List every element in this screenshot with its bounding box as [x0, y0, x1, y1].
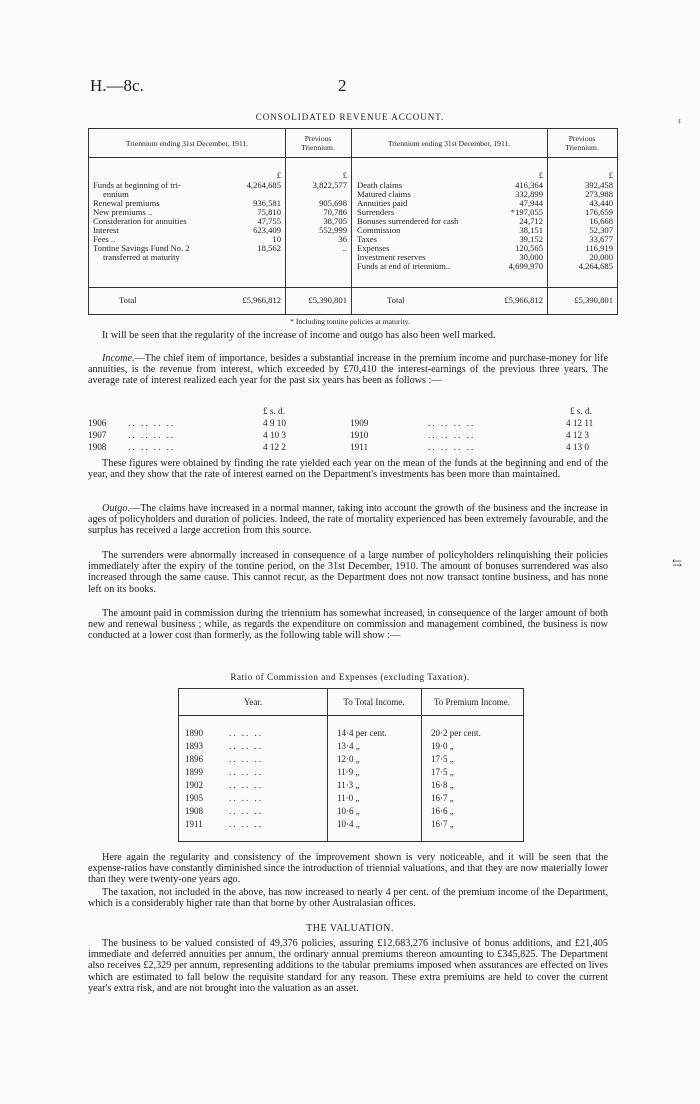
ratio-total-income: 14·4 per cent. [337, 728, 387, 738]
rate-year: 1909 [350, 418, 369, 428]
ratio-total-income: 11·3 „ [337, 780, 360, 790]
total-current: £5,966,812 [242, 295, 281, 305]
outgo-previous: 16,668 [589, 216, 613, 226]
income-previous: 552,999 [319, 225, 347, 235]
outgo-current: 120,565 [515, 243, 543, 253]
ratio-total-income: 10·4 „ [337, 819, 360, 829]
income-current: 4,264,685 [246, 180, 281, 190]
leader-dots: .. .. .. .. [428, 430, 476, 440]
valuation-heading: THE VALUATION. [306, 923, 394, 934]
account-title: CONSOLIDATED REVENUE ACCOUNT. [255, 112, 445, 122]
total-label: Total [387, 295, 405, 305]
ratio-table-title: Ratio of Commission and Expenses (excluding Taxation). [230, 672, 470, 682]
outgo-label: Commission [357, 225, 401, 235]
total-income-column-header: To Total Income. [343, 697, 405, 707]
outgo-text: —The claims have increased in a normal manner, taking into account the growth of the business and the increase in ages of policyholders and duration of policies. Indeed, the rate of mortality experienced has been extremely favourable, and the surplus has received a large accretion from this source. [88, 503, 608, 537]
right-period-header: Triennium ending 31st December, 1911. [387, 139, 511, 148]
rate-year: 1906 [88, 418, 107, 428]
ratio-year: 1902 [185, 780, 203, 790]
total-label: Total [119, 295, 137, 305]
outgo-previous: 20,000 [589, 252, 613, 262]
currency-symbol: £ [608, 170, 613, 180]
income-current: 623,409 [253, 225, 281, 235]
income-previous: .. [342, 243, 347, 253]
leader-dots: .. .. .. .. [128, 418, 176, 428]
total-current: £5,966,812 [504, 295, 543, 305]
income-label: Tontine Savings Fund No. 2 [93, 243, 190, 253]
ratio-premium-income: 20·2 per cent. [431, 728, 481, 738]
ratio-total-income: 10·6 „ [337, 806, 360, 816]
outgo-label: Death claims [357, 180, 403, 190]
outgo-current: 24,712 [519, 216, 543, 226]
income-current: 10 [272, 234, 281, 244]
total-previous: £5,390,801 [574, 295, 613, 305]
outgo-previous: 392,458 [585, 180, 613, 190]
outgo-current: 416,364 [515, 180, 543, 190]
income-previous: 3,822,577 [312, 180, 347, 190]
outgo-previous: 33,677 [589, 234, 613, 244]
outgo-label: Matured claims [357, 189, 411, 199]
outgo-label: Funds at end of triennium.. [357, 261, 451, 271]
outgo-previous: 273,988 [585, 189, 613, 199]
income-label-cont: transferred at maturity [103, 252, 180, 262]
currency-symbol: £ [342, 170, 347, 180]
outgo-previous: 116,919 [585, 243, 613, 253]
income-heading: Income. [102, 353, 135, 364]
income-current: 47,755 [257, 216, 281, 226]
ratio-year: 1905 [185, 793, 203, 803]
income-previous: 38,705 [323, 216, 347, 226]
rate-value: 4 12 11 [566, 418, 594, 428]
ratio-premium-income: 16·6 „ [431, 806, 454, 816]
leader-dots: .. .. .. [229, 741, 263, 751]
currency-symbol: £ [538, 170, 543, 180]
ratio-total-income: 11·0 „ [337, 793, 360, 803]
ratio-year: 1911 [185, 819, 203, 829]
paragraph-income [88, 353, 608, 387]
paragraph-surrenders: The surrenders were abnormally increased in consequence of a large number of policyholders relinquishing their policies immediately after the expiry of the tontine period, on the 31st December, 1910. The amount of bonuses surrendered was also increased through the same cause. This cannot recur, as the Department does not now transact tontine business, and has none left on its books. [88, 550, 608, 595]
leader-dots: .. .. .. .. [128, 430, 176, 440]
rate-unit-header: £ s. d. [263, 406, 285, 416]
left-period-header: Triennium ending 31st December, 1911. [125, 139, 249, 148]
paragraph-regularity: It will be seen that the regularity of the increase of income and outgo has also been well marked. [102, 330, 496, 341]
footnote: * Including tontine policies at maturity. [290, 317, 410, 326]
rate-value: 4 12 2 [263, 442, 286, 452]
leader-dots: .. .. .. .. [128, 442, 176, 452]
rate-value: 4 10 3 [263, 430, 286, 440]
paragraph-taxation: The taxation, not included in the above, has now increased to nearly 4 per cent. of the premium income of the Department, which is a considerably higher rate than that borne by other Australasian offices. [88, 887, 608, 910]
ratio-premium-income: 17·5 „ [431, 767, 454, 777]
income-previous: 70,786 [323, 207, 347, 217]
outgo-label: Annuities paid [357, 198, 408, 208]
income-previous: 905,698 [319, 198, 347, 208]
leader-dots: .. .. .. [229, 793, 263, 803]
outgo-current: 38,151 [519, 225, 543, 235]
outgo-current: 39,152 [519, 234, 543, 244]
margin-mark: ⇆ [672, 556, 683, 570]
outgo-heading: Outgo. [102, 503, 131, 514]
leader-dots: .. .. .. .. [428, 418, 476, 428]
rate-year: 1910 [350, 430, 369, 440]
outgo-current: 4,699,970 [508, 261, 543, 271]
income-label: Interest [93, 225, 119, 235]
leader-dots: .. .. .. [229, 754, 263, 764]
outgo-label: Taxes [357, 234, 377, 244]
paragraph-valuation: The business to be valued consisted of 49,376 policies, assuring £12,683,276 inclusive of bonus additions, and £21,405 immediate and deferred annuities per annum, the ordinary annual premiums thereon amounting to £345,825. The Department also receives £2,329 per annum, representing additions to the tabular premiums imposed when assurances are effected on lives which are estimated to fall below the requisite standard for any reason. These extra premiums are held to cover the current year's extra risk, and are not brought into the valuation as an asset. [88, 938, 608, 994]
outgo-label: Bonuses surrendered for cash [357, 216, 459, 226]
ratio-premium-income: 16·7 „ [431, 793, 454, 803]
rate-unit-header: £ s. d. [570, 406, 592, 416]
outgo-label: Expenses [357, 243, 390, 253]
ratio-year: 1896 [185, 754, 203, 764]
rate-value: 4 9 10 [263, 418, 286, 428]
outgo-current: *197,055 [510, 207, 543, 217]
document-id: H.—8c. [90, 76, 144, 95]
outgo-previous: 52,307 [589, 225, 613, 235]
paragraph-commission: The amount paid in commission during the triennium has somewhat increased, in consequence of the larger amount of both new and renewal business ; while, as regards the expenditure on commission and management combined, the business is now conducted at a lower cost than formerly, as the following table will show :— [88, 608, 608, 642]
right-previous-header: Previous Triennium. [565, 134, 599, 152]
income-label: Funds at beginning of tri- [93, 180, 181, 190]
ratio-premium-income: 17·5 „ [431, 754, 454, 764]
leader-dots: .. .. .. [229, 780, 263, 790]
total-previous: £5,390,801 [308, 295, 347, 305]
rate-value: 4 13 0 [566, 442, 589, 452]
ratio-premium-income: 19·0 „ [431, 741, 454, 751]
outgo-previous: 176,659 [585, 207, 613, 217]
rate-year: 1907 [88, 430, 107, 440]
leader-dots: .. .. .. [229, 767, 263, 777]
income-label: Consideration for annuities [93, 216, 187, 226]
income-label-cont: ennium [103, 189, 129, 199]
ratio-total-income: 11·9 „ [337, 767, 360, 777]
income-current: 75,810 [257, 207, 281, 217]
ratio-total-income: 12·0 „ [337, 754, 360, 764]
outgo-current: 332,899 [515, 189, 543, 199]
page-number: 2 [338, 76, 347, 95]
outgo-label: Surrenders [357, 207, 395, 217]
rate-value: 4 12 3 [566, 430, 589, 440]
ratio-year: 1908 [185, 806, 203, 816]
outgo-previous: 4,264,685 [578, 261, 613, 271]
year-column-header: Year. [243, 697, 263, 707]
margin-mark: ⸯ [676, 120, 683, 134]
ratio-premium-income: 16·8 „ [431, 780, 454, 790]
income-label: Fees .. [93, 234, 116, 244]
left-previous-header: Previous Triennium. [301, 134, 335, 152]
income-current: 936,581 [253, 198, 281, 208]
paragraph-regularity-improvement: Here again the regularity and consistency of the improvement shown is very noticeable, and it will be seen that the expense-ratios have constantly diminished since the introduction of triennial valuations, and that they are now materially lower than they were twenty-one years ago. [88, 852, 608, 886]
ratio-year: 1893 [185, 741, 203, 751]
income-text: —The chief item of importance, besides a substantial increase in the premium income and purchase-money for life annuities, is the revenue from interest, which exceeded by £70,410 the interest-earnings of the previous three years. The average rate of interest realized each year for the past six years has been as follows :— [88, 353, 608, 387]
rate-year: 1911 [350, 442, 369, 452]
ratio-total-income: 13·4 „ [337, 741, 360, 751]
ratio-year: 1890 [185, 728, 203, 738]
expense-ratio-table [178, 688, 524, 842]
income-label: Renewal premiums [93, 198, 160, 208]
outgo-previous: 43,440 [589, 198, 613, 208]
outgo-current: 30,000 [519, 252, 543, 262]
ratio-year: 1899 [185, 767, 203, 777]
ratio-premium-income: 16·7 „ [431, 819, 454, 829]
leader-dots: .. .. .. [229, 728, 263, 738]
outgo-label: Investment reserves [357, 252, 426, 262]
leader-dots: .. .. .. .. [428, 442, 476, 452]
income-current: 18,562 [257, 243, 281, 253]
paragraph-outgo [88, 503, 608, 537]
leader-dots: .. .. .. [229, 806, 263, 816]
premium-income-column-header: To Premium Income. [433, 697, 511, 707]
leader-dots: .. .. .. [229, 819, 263, 829]
currency-symbol: £ [276, 170, 281, 180]
paragraph-figures: These figures were obtained by finding the rate yielded each year on the mean of the funds at the beginning and end of the year, and they show that the rate of interest earned on the Department's investments has been more than maintained. [88, 458, 608, 481]
rate-year: 1908 [88, 442, 107, 452]
income-previous: 36 [338, 234, 347, 244]
income-label: New premiums .. [93, 207, 153, 217]
outgo-current: 47,944 [519, 198, 543, 208]
revenue-account-table [88, 128, 618, 315]
